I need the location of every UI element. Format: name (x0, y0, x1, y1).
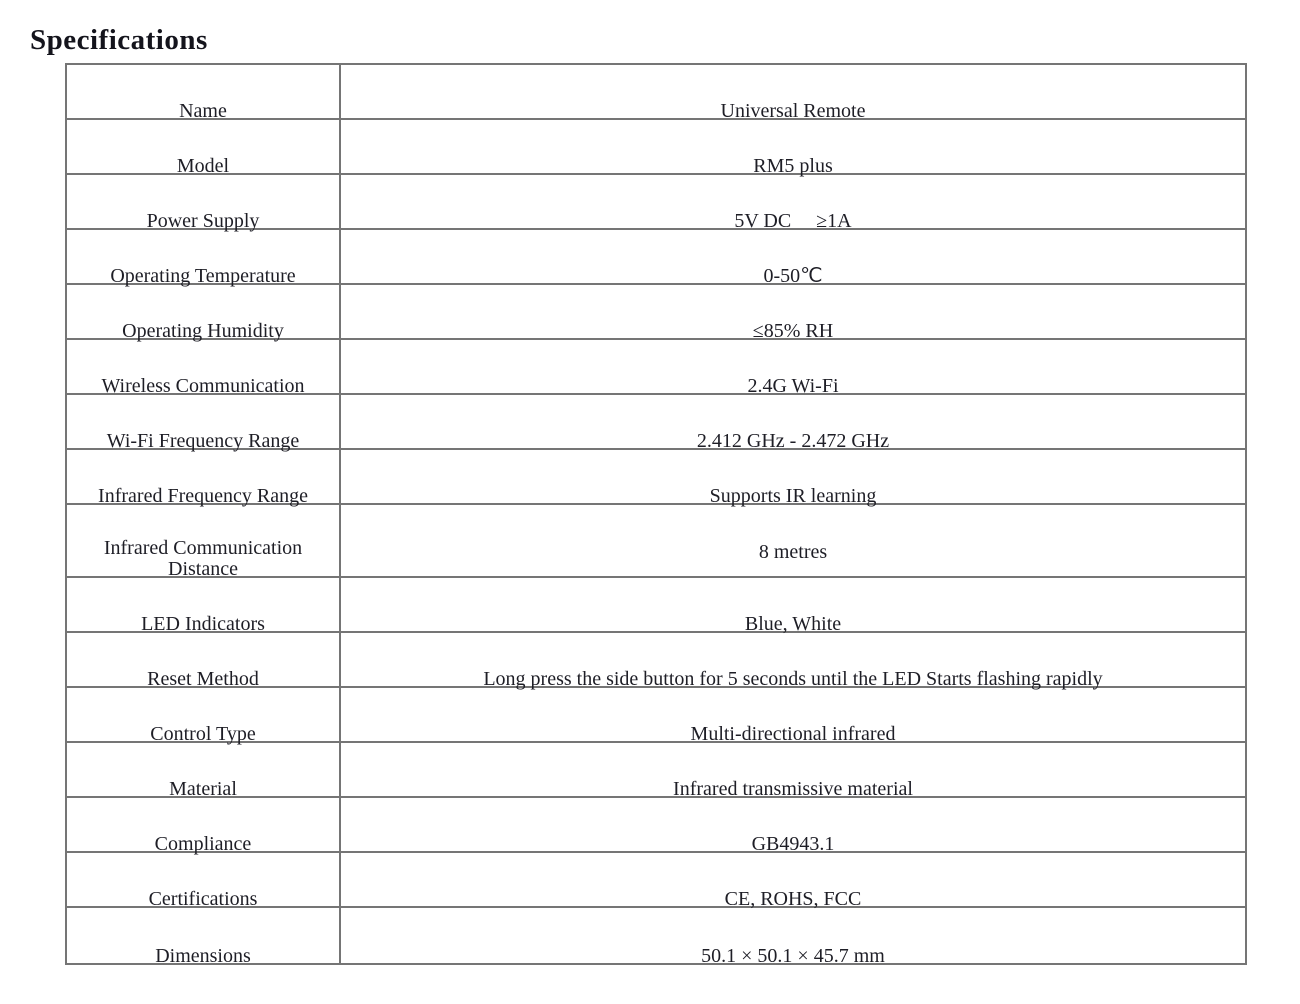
spec-value-cell (341, 175, 1245, 232)
table-row (67, 395, 1245, 450)
page-title: Specifications (30, 24, 208, 56)
spec-value-cell (341, 505, 1245, 576)
spec-label: Infrared Communication Distance (103, 537, 308, 580)
spec-label-cell (67, 450, 341, 507)
spec-label-cell (67, 65, 341, 122)
table-row (67, 743, 1245, 798)
spec-value: RM5 plus (753, 155, 833, 177)
spec-value: Supports IR learning (709, 485, 877, 507)
spec-label: Material (169, 778, 237, 800)
table-row (67, 450, 1245, 505)
table-row (67, 120, 1245, 175)
spec-value-cell (341, 798, 1245, 855)
spec-value: 5V DC ≥1A (734, 210, 852, 232)
spec-value: 0-50℃ (763, 265, 823, 287)
spec-value: Blue, White (744, 613, 842, 635)
spec-label-cell (67, 230, 341, 287)
spec-label-cell (67, 798, 341, 855)
spec-label: Model (176, 155, 230, 177)
spec-value-cell (341, 853, 1245, 910)
table-row (67, 340, 1245, 395)
spec-label-cell (67, 395, 341, 452)
spec-label: Operating Temperature (110, 265, 296, 287)
table-row (67, 798, 1245, 853)
spec-label-cell (67, 120, 341, 177)
spec-value-cell (341, 450, 1245, 507)
spec-value-cell (341, 908, 1245, 967)
spec-value: ≤85% RH (752, 320, 834, 342)
spec-label: Wireless Communication (101, 375, 305, 397)
spec-value: Infrared transmissive material (673, 778, 913, 800)
spec-label-cell (67, 633, 341, 690)
spec-label: Certifications (148, 888, 258, 910)
spec-label-cell (67, 578, 341, 635)
spec-value: 2.4G Wi-Fi (747, 375, 839, 397)
table-row (67, 908, 1245, 967)
table-row (67, 578, 1245, 633)
spec-value: 50.1 × 50.1 × 45.7 mm (701, 945, 885, 967)
spec-value-cell (341, 340, 1245, 397)
table-row (67, 853, 1245, 908)
spec-value: Long press the side button for 5 seconds until the LED Starts flashing rapidly (483, 668, 1103, 690)
table-row (67, 688, 1245, 743)
spec-value-cell (341, 230, 1245, 287)
table-row (67, 505, 1245, 578)
spec-label: Dimensions (155, 945, 251, 967)
spec-value-cell (341, 688, 1245, 745)
table-row (67, 633, 1245, 688)
spec-label-cell (67, 853, 341, 910)
spec-label-cell (67, 340, 341, 397)
spec-value-cell (341, 120, 1245, 177)
spec-label: Operating Humidity (122, 320, 284, 342)
spec-label: Wi-Fi Frequency Range (106, 430, 300, 452)
table-row (67, 230, 1245, 285)
table-row (67, 65, 1245, 120)
spec-label-cell (67, 175, 341, 232)
spec-label: Name (179, 100, 227, 122)
spec-label-cell (67, 908, 341, 967)
spec-label-cell (67, 743, 341, 800)
spec-label: Power Supply (146, 210, 260, 232)
spec-label: LED Indicators (141, 613, 265, 635)
spec-value-cell (341, 743, 1245, 800)
spec-value: 8 metres (758, 541, 828, 563)
spec-label: Control Type (150, 723, 256, 745)
spec-value: Universal Remote (720, 100, 866, 122)
table-row (67, 175, 1245, 230)
spec-label: Compliance (154, 833, 252, 855)
spec-value-cell (341, 65, 1245, 122)
spec-value-cell (341, 578, 1245, 635)
spec-label: Infrared Frequency Range (98, 485, 308, 507)
spec-value: GB4943.1 (751, 833, 835, 855)
spec-value: Multi-directional infrared (690, 723, 896, 745)
spec-value-cell (341, 633, 1245, 690)
table-row (67, 285, 1245, 340)
spec-label: Reset Method (147, 668, 259, 690)
spec-value-cell (341, 285, 1245, 342)
spec-label-cell (67, 688, 341, 745)
specifications-table (65, 63, 1247, 965)
spec-value: CE, ROHS, FCC (724, 888, 862, 910)
spec-label-cell (67, 505, 341, 580)
spec-value: 2.412 GHz - 2.472 GHz (696, 430, 890, 452)
spec-value-cell (341, 395, 1245, 452)
spec-label-cell (67, 285, 341, 342)
